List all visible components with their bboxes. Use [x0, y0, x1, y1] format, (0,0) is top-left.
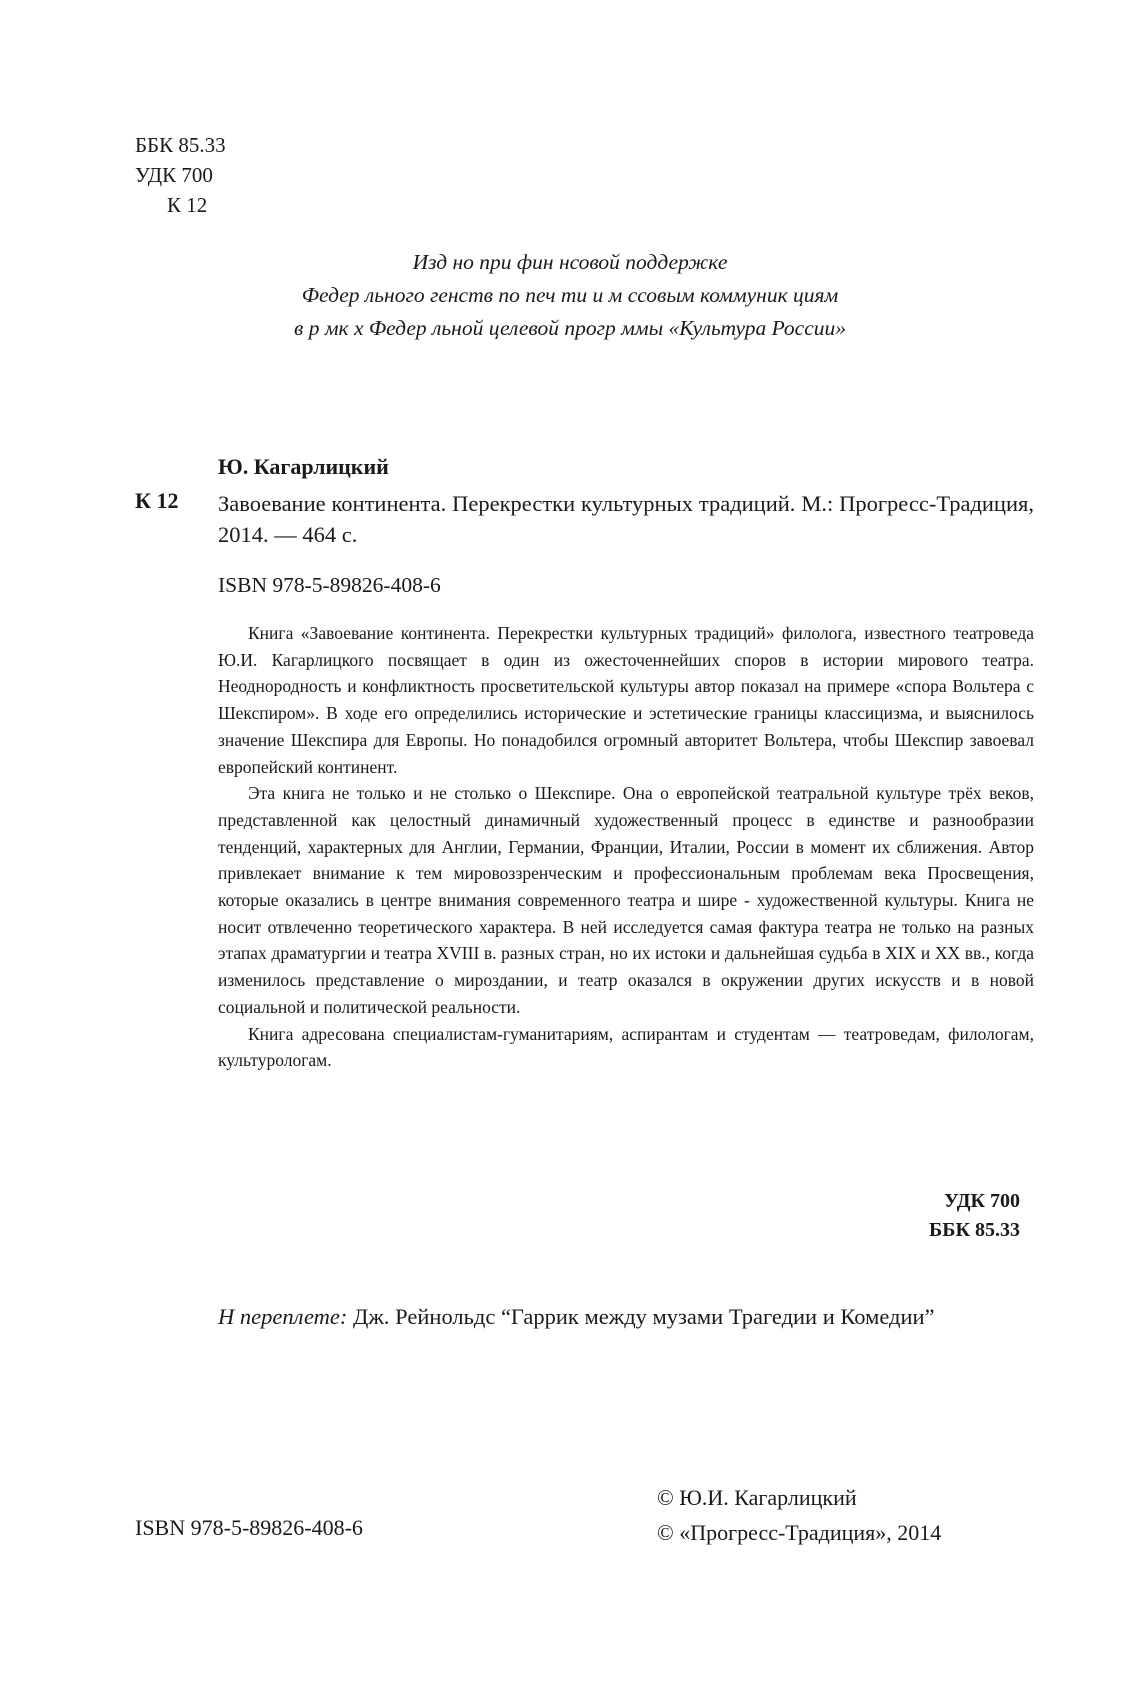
footer-isbn: ISBN 978-5-89826-408-6	[135, 1515, 363, 1540]
cover-note-label: Н переплете:	[218, 1304, 348, 1329]
funding-line-3: в р мк х Федер льной целевой прогр ммы «Культура России»	[293, 316, 847, 340]
bibliographic-code: К 12	[135, 488, 179, 513]
bibliographic-title: Завоевание континента. Перекрестки культурных традиций. М.: Прогресс-Традиция, 2014. — 464 с.	[218, 491, 1034, 547]
author-name: Ю. Кагарлицкий	[218, 454, 389, 479]
udk-code-bottom: УДК 700	[944, 1190, 1020, 1212]
funding-line-2: Федер льного генств по печ ти и м ссовым коммуник циям	[301, 283, 839, 307]
copyright-publisher: © «Прогресс-Традиция», 2014	[657, 1520, 942, 1545]
abstract-paragraph-2: Эта книга не только и не столько о Шекспире. Она о европейской театральной культуре трёх веков, представленной как целостный динамичный художественный процесс в единстве и разнообразии тенденций, характерных для Англии, Германии, Франции, Италии, России в момент их сближения. Автор привлекает внимание к тем мировоззренческим и профессиональным проблемам века Просвещения, которые оказались в центре внимания современного театра и шире - художественной культуры. Книга не носит отвлеченно теоретического характера. В ней исследуется самая фактура театра не только на разных этапах драматургии и театра XVIII в. разных стран, но их истоки и дальнейшая судьба в XIX и XX вв., когда изменилось представление о мироздании, и театр оказался в окружении других искусств и в новой социальной и политической реальности.	[218, 783, 1034, 1017]
cover-note-text: Дж. Рейнольдс “Гаррик между музами Трагедии и Комедии”	[347, 1304, 935, 1329]
udk-code: УДК 700	[135, 163, 213, 187]
funding-line-1: Изд но при фин нсовой поддержке	[412, 250, 728, 274]
author-code: К 12	[167, 193, 208, 217]
abstract	[218, 620, 1034, 1074]
bbk-code: ББК 85.33	[135, 133, 226, 157]
classification-codes	[135, 130, 226, 220]
cover-note	[218, 1300, 998, 1334]
abstract-paragraph-3: Книга адресована специалистам-гуманитариям, аспирантам и студентам — театроведам, филологам, культурологам.	[218, 1023, 1034, 1071]
bbk-code-bottom: ББК 85.33	[929, 1219, 1020, 1241]
copyright-block	[657, 1480, 941, 1550]
copyright-author: © Ю.И. Кагарлицкий	[657, 1485, 857, 1510]
funding-note	[160, 246, 980, 345]
bibliographic-isbn: ISBN 978-5-89826-408-6	[218, 573, 441, 597]
classification-codes-bottom	[880, 1187, 1020, 1245]
abstract-paragraph-1: Книга «Завоевание континента. Перекрестки культурных традиций» филолога, известного театроведа Ю.И. Кагарлицкого посвящает в один из ожесточеннейших споров в истории мирового театра. Неоднородность и конфликтность просветительской культуры автор показал на примере «спора Вольтера с Шекспиром». В ходе его определились исторические и эстетические границы классицизма, и выяснилось значение Шекспира для Европы. Но понадобился огромный авторитет Вольтера, чтобы Шекспир завоевал европейский континент.	[218, 623, 1034, 777]
